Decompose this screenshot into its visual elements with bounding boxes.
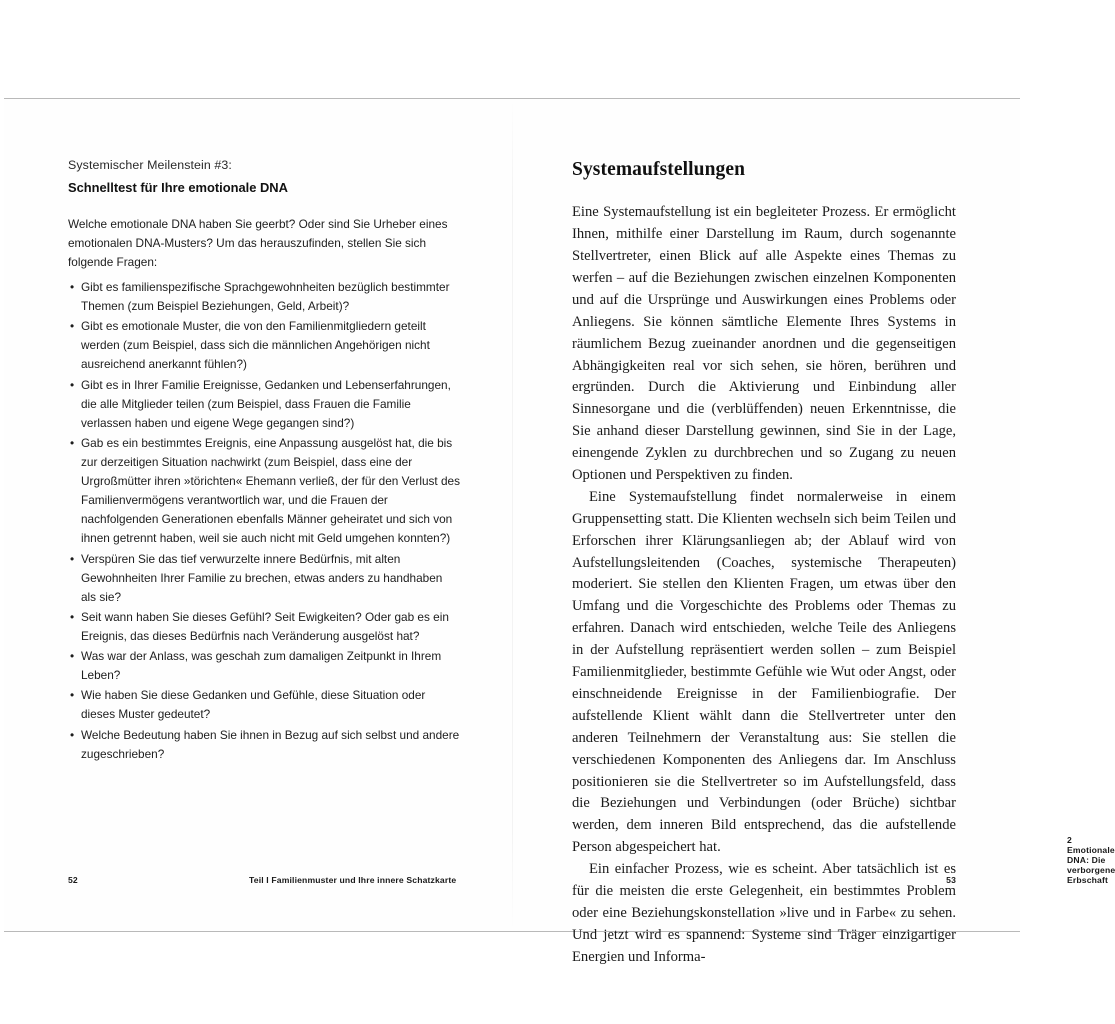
left-page — [4, 99, 512, 931]
question-list — [68, 278, 460, 764]
running-title-right: 2 Emotionale DNA: Die verborgene Erbschaft — [1067, 835, 1115, 885]
list-item — [68, 434, 460, 549]
list-item — [68, 550, 460, 607]
page-number-right: 53 — [946, 875, 956, 885]
milestone-title: Schnelltest für Ihre emotionale DNA — [68, 179, 288, 195]
bullet-icon: • — [70, 435, 75, 450]
bullet-icon: • — [70, 319, 75, 334]
bullet-icon: • — [70, 377, 75, 392]
list-item-text: Gibt es in Ihrer Familie Ereignisse, Gedanken und Lebenserfahrungen, die alle Mitglieder teilen (zum Beispiel, dass Frauen die Familie verlassen haben und eigene Wege gegangen sind?) — [81, 377, 451, 430]
bullet-icon: • — [70, 609, 75, 624]
bullet-icon: • — [70, 551, 75, 566]
list-item — [68, 647, 460, 685]
page-title: Systemaufstellungen — [572, 159, 746, 180]
milestone-label: Systemischer Meilenstein #3: — [68, 158, 232, 172]
list-item — [68, 278, 460, 316]
intro-paragraph: Welche emotionale DNA haben Sie geerbt? Oder sind Sie Urheber eines emotionalen DNA-Musters? Um das herauszufinden, stellen Sie sich folgende Fragen: — [68, 216, 448, 269]
body-paragraph: Ein einfacher Prozess, wie es scheint. Aber tatsächlich ist es für die meisten die erste Gelegenheit, ein bestimmtes Problem oder eine Beziehungskonstellation »live und in Farbe« zu sehen. Und jetzt wird es spannend: Systeme sind Träger einzigartiger Energien und Informa- — [572, 861, 956, 965]
list-item — [68, 376, 460, 433]
list-item-text: Gibt es familienspezifische Sprachgewohnheiten bezüglich bestimmter Themen (zum Beispiel Beziehungen, Geld, Arbeit)? — [81, 280, 450, 314]
list-item — [68, 608, 460, 646]
bullet-icon: • — [70, 280, 75, 295]
list-item-text: Verspüren Sie das tief verwurzelte innere Bedürfnis, mit alten Gewohnheiten Ihrer Familie zu brechen, etwas anders zu handhaben als sie? — [81, 551, 443, 604]
running-title-left: Teil I Familienmuster und Ihre innere Schatzkarte — [249, 875, 457, 885]
bullet-icon: • — [70, 649, 75, 664]
book-spread — [4, 98, 1115, 965]
page-number-left: 52 — [68, 875, 78, 885]
list-item — [68, 726, 460, 764]
list-item-text: Welche Bedeutung haben Sie ihnen in Bezug auf sich selbst und andere zugeschrieben? — [81, 727, 460, 761]
body-paragraph: Eine Systemaufstellung ist ein begleiteter Prozess. Er ermöglicht Ihnen, mithilfe einer Darstellung im Raum, durch sogenannte Stellvertreter, einen Blick auf alle Aspekte eines Themas zu werfen – auf die Beziehungen zwischen einzelnen Komponenten und auf die Ursprünge und Auswirkungen eines Problems oder Anliegens. Sie können sämtliche Elemente Ihres Systems in räumlichem Bezug zueinander anordnen und die gegenseitigen Abhängigkeiten real vor sich sehen, sie hören, berühren und ergründen. Durch die Aktivierung und Einbindung aller Sinnesorgane und die (verblüffenden) neuen Erkenntnisse, die Sie anhand dieser Darstellung gewinnen, sind Sie in der Lage, einengende Zyklen zu durchbrechen und so Zugang zu neuen Optionen und Perspektiven zu finden. — [572, 204, 956, 484]
list-item-text: Gibt es emotionale Muster, die von den Familienmitgliedern geteilt werden (zum Beispiel, dass sich die männlichen Angehörigen nicht ausreichend anerkannt fühlen?) — [81, 319, 430, 372]
list-item — [68, 317, 460, 374]
bullet-icon: • — [70, 688, 75, 703]
list-item — [68, 686, 460, 724]
list-item-text: Gab es ein bestimmtes Ereignis, eine Anpassung ausgelöst hat, die bis zur derzeitigen Situation nachwirkt (zum Beispiel, dass eine der Urgroßmütter ihren »törichten« Ehemann verließ, der für den Verlust des Familienvermögens verantwortlich war, und die Frauen der nachfolgenden Generationen ebenfalls Männer geheiratet und sich von ihnen getrennt haben, weil sie auch nicht mit Geld umgehen konnten?) — [81, 435, 460, 546]
body-paragraph: Eine Systemaufstellung findet normalerweise in einem Gruppensetting statt. Die Klienten wechseln sich beim Teilen und Erforschen ihrer Klärungsanliegen ab; der Ablauf wird von Aufstellungsleitenden (Coaches, systemische Therapeuten) moderiert. Sie stellen den Klienten Fragen, um etwas über den Umfang und die Vorgeschichte des Problems oder Themas zu erfahren. Danach wird entschieden, welche Teile des Anliegens in der Aufstellung repräsentiert werden sollen – zum Beispiel Familienmitglieder, bestimmte Gefühle wie Wut oder Angst, oder einschneidende Ereignisse in der Familienbiografie. Der aufstellende Klient wählt dann die Stellvertreter unter den anderen Teilnehmern der Veranstaltung aus: Sie stellen die verschiedenen Komponenten des Anliegens dar. Im Anschluss positionieren sie die Stellvertreter so im Aufstellungsfeld, dass die Beziehungen und Verbindungen (oder Brüche) sichtbar werden, dem inneren Bild entsprechend, das die aufstellende Person abgespeichert hat. — [572, 488, 956, 856]
list-item-text: Was war der Anlass, was geschah zum damaligen Zeitpunkt in Ihrem Leben? — [81, 649, 442, 683]
list-item-text: Wie haben Sie diese Gedanken und Gefühle, diese Situation oder dieses Muster gedeutet? — [81, 688, 426, 722]
list-item-text: Seit wann haben Sie dieses Gefühl? Seit Ewigkeiten? Oder gab es ein Ereignis, das dieses Bedürfnis nach Veränderung ausgelöst hat? — [81, 609, 449, 643]
right-page — [512, 99, 1115, 965]
bullet-icon: • — [70, 727, 75, 742]
